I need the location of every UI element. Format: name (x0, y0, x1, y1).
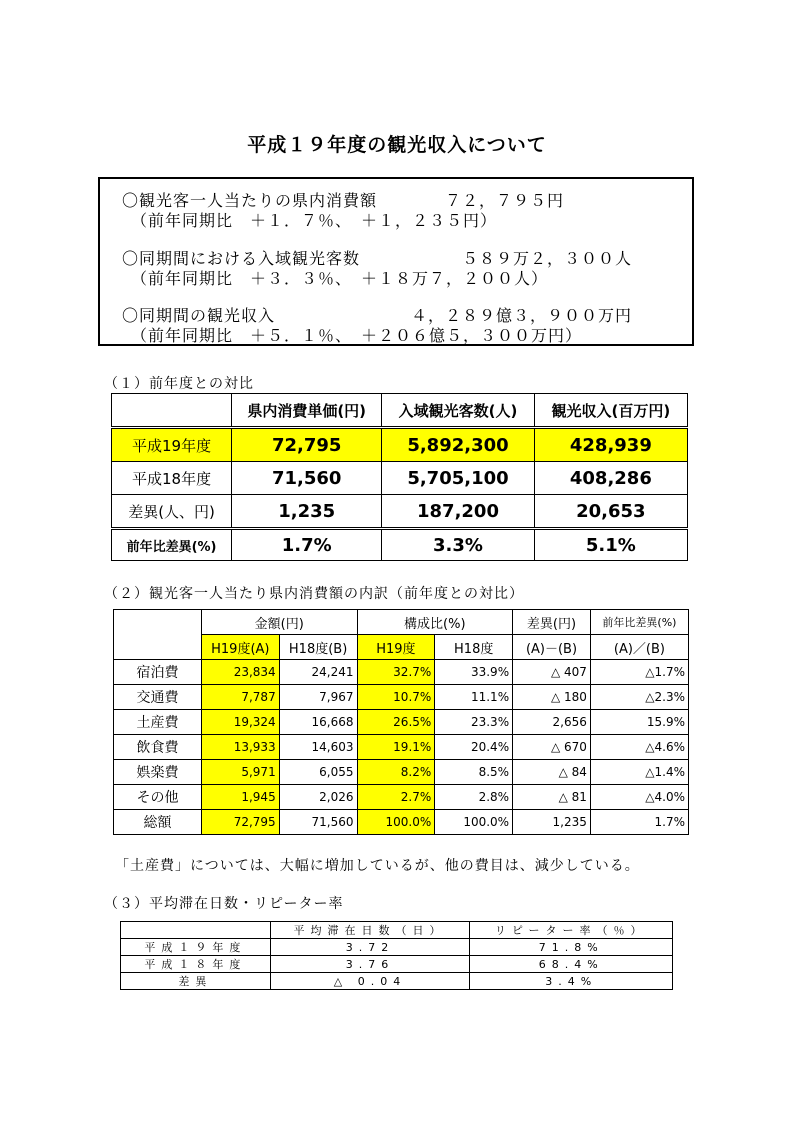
table-header-row (121, 922, 673, 939)
value-cell: 72,795 (201, 810, 279, 835)
category-label: 宿泊費 (114, 660, 202, 685)
table-header-row (112, 394, 688, 428)
category-label: 交通費 (114, 685, 202, 710)
row-label: 差異(人、円) (112, 495, 232, 529)
value-cell: 2,656 (513, 710, 591, 735)
summary-line-spend-change: （前年同期比 ＋１．７％、 ＋１，２３５円） (122, 211, 498, 230)
value-cell: △1.7% (590, 660, 688, 685)
table-row (112, 529, 688, 561)
value-cell: 13,933 (201, 735, 279, 760)
table-row (114, 685, 689, 710)
table-row (112, 495, 688, 529)
table-header-cell: H19度 (357, 635, 435, 660)
value-cell: 3.4% (470, 973, 673, 990)
value-cell: 3.3% (382, 529, 534, 561)
table-row (121, 973, 673, 990)
value-cell: 2,026 (279, 785, 357, 810)
value-cell: 10.7% (357, 685, 435, 710)
value-cell: 1.7% (232, 529, 382, 561)
value-cell: 100.0% (357, 810, 435, 835)
table-row (114, 810, 689, 835)
value-cell: △4.6% (590, 735, 688, 760)
value-cell: 6,055 (279, 760, 357, 785)
value-cell: 20.4% (435, 735, 513, 760)
value-cell: 71,560 (279, 810, 357, 835)
table-header-cell: 金額(円) (201, 610, 357, 635)
table-row (121, 956, 673, 973)
section3-heading: （３）平均滞在日数・リピーター率 (104, 896, 344, 912)
table-header-cell (121, 922, 271, 939)
value-cell: △ 180 (513, 685, 591, 710)
value-cell: △ 0.04 (270, 973, 470, 990)
table-header-cell: H18度(B) (279, 635, 357, 660)
value-cell: 20,653 (534, 495, 687, 529)
page-title: 平成１９年度の観光収入について (247, 134, 547, 156)
row-label: 前年比差異(%) (112, 529, 232, 561)
value-cell: 7,967 (279, 685, 357, 710)
table-row (112, 428, 688, 462)
category-label: その他 (114, 785, 202, 810)
value-cell: 1,235 (513, 810, 591, 835)
table-row (121, 939, 673, 956)
value-cell: 3.72 (270, 939, 470, 956)
value-cell: 428,939 (534, 428, 687, 462)
value-cell: 8.2% (357, 760, 435, 785)
value-cell: 8.5% (435, 760, 513, 785)
table-header-cell: 平均滞在日数（日） (270, 922, 470, 939)
value-cell: 3.76 (270, 956, 470, 973)
category-label: 土産費 (114, 710, 202, 735)
category-label: 娯楽費 (114, 760, 202, 785)
summary-box (98, 177, 694, 346)
value-cell: 23,834 (201, 660, 279, 685)
row-label: 平成19年度 (112, 428, 232, 462)
table-header-cell (114, 610, 202, 660)
summary-line-revenue: 〇同期間の観光収入 ４，２８９億３，９００万円 (122, 306, 633, 325)
value-cell: 5.1% (534, 529, 687, 561)
value-cell: 19,324 (201, 710, 279, 735)
value-cell: 33.9% (435, 660, 513, 685)
value-cell: 1,945 (201, 785, 279, 810)
value-cell: 5,971 (201, 760, 279, 785)
row-label: 差異 (121, 973, 271, 990)
value-cell: 2.8% (435, 785, 513, 810)
table-row (114, 760, 689, 785)
table-header-cell: 県内消費単価(円) (232, 394, 382, 428)
value-cell: 32.7% (357, 660, 435, 685)
value-cell: 24,241 (279, 660, 357, 685)
value-cell: 14,603 (279, 735, 357, 760)
table-row (114, 735, 689, 760)
table-header-cell: (A)／(B) (590, 635, 688, 660)
row-label: 平成１９年度 (121, 939, 271, 956)
value-cell: 23.3% (435, 710, 513, 735)
table-row (114, 785, 689, 810)
section1-heading: （１）前年度との対比 (104, 376, 254, 392)
value-cell: 187,200 (382, 495, 534, 529)
comparison-table (111, 393, 688, 561)
value-cell: 15.9% (590, 710, 688, 735)
breakdown-table (113, 609, 689, 835)
value-cell: 26.5% (357, 710, 435, 735)
table-header-row (114, 610, 689, 635)
value-cell: 408,286 (534, 462, 687, 495)
table-header-cell: 観光収入(百万円) (534, 394, 687, 428)
section2-heading: （２）観光客一人当たり県内消費額の内訳（前年度との対比） (104, 586, 524, 602)
table-row (114, 710, 689, 735)
table-header-cell: 入域観光客数(人) (382, 394, 534, 428)
value-cell: △ 670 (513, 735, 591, 760)
value-cell: 1,235 (232, 495, 382, 529)
stay-repeater-table (120, 921, 673, 990)
table-row (114, 660, 689, 685)
value-cell: 11.1% (435, 685, 513, 710)
value-cell: △4.0% (590, 785, 688, 810)
value-cell: 5,892,300 (382, 428, 534, 462)
summary-line-revenue-change: （前年同期比 ＋５．１％、 ＋２０６億５，３００万円） (122, 326, 583, 345)
summary-line-visitors: 〇同期間における入域観光客数 ５８９万２，３００人 (122, 249, 633, 268)
value-cell: 1.7% (590, 810, 688, 835)
value-cell: △2.3% (590, 685, 688, 710)
value-cell: 71,560 (232, 462, 382, 495)
table-header-cell: H18度 (435, 635, 513, 660)
value-cell: 72,795 (232, 428, 382, 462)
value-cell: 16,668 (279, 710, 357, 735)
value-cell: 5,705,100 (382, 462, 534, 495)
category-label: 総額 (114, 810, 202, 835)
summary-line-spend: 〇観光客一人当たりの県内消費額 ７２，７９５円 (122, 191, 565, 210)
table-header-cell: (A)－(B) (513, 635, 591, 660)
table-header-cell: H19度(A) (201, 635, 279, 660)
value-cell: 100.0% (435, 810, 513, 835)
table-header-cell: 構成比(%) (357, 610, 513, 635)
value-cell: △ 84 (513, 760, 591, 785)
value-cell: 2.7% (357, 785, 435, 810)
table-header-cell: 差異(円) (513, 610, 591, 635)
summary-line-visitors-change: （前年同期比 ＋３．３％、 ＋１８万７，２００人） (122, 269, 549, 288)
row-label: 平成１８年度 (121, 956, 271, 973)
table-header-cell: 前年比差異(%) (590, 610, 688, 635)
row-label: 平成18年度 (112, 462, 232, 495)
value-cell: △1.4% (590, 760, 688, 785)
table-row (112, 462, 688, 495)
value-cell: 71.8% (470, 939, 673, 956)
note-text: 「土産費」については、大幅に増加しているが、他の費目は、減少している。 (115, 858, 640, 874)
category-label: 飲食費 (114, 735, 202, 760)
value-cell: 68.4% (470, 956, 673, 973)
table-header-cell (112, 394, 232, 428)
value-cell: △ 407 (513, 660, 591, 685)
value-cell: 7,787 (201, 685, 279, 710)
table-header-cell: リピーター率（％） (470, 922, 673, 939)
value-cell: 19.1% (357, 735, 435, 760)
value-cell: △ 81 (513, 785, 591, 810)
